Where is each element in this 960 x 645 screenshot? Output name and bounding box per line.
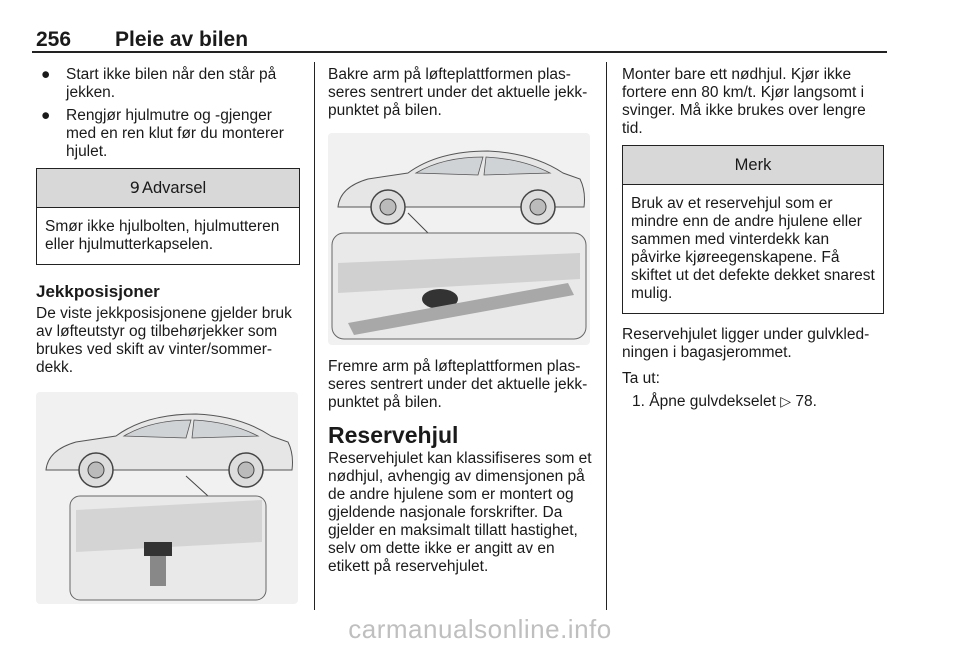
section-text: De viste jekkposisjonene gjelder bruk av løfteutstyr og tilbehørjekker som brukes ved skift av vinter/sommer-dekk. xyxy=(36,305,292,376)
bullet-icon: ● xyxy=(41,66,51,83)
steps-intro: Ta ut: xyxy=(622,370,660,387)
location-text: Reservehjulet ligger under gulvkled-ningen i bagasjerommet. xyxy=(622,326,870,361)
note-text: Bruk av et reservehjul som er mindre enn de andre hjulene eller sammen med vinterdekk kan påvirke kjøreegenskapene. Få skiftet ut det defekte dekket snarest mulig. xyxy=(631,195,875,302)
warning-text: Smør ikke hjulbolten, hjulmutteren eller hjulmutterkapselen. xyxy=(45,218,280,253)
warning-header xyxy=(37,169,299,208)
step-text: Åpne gulvdekselet xyxy=(649,393,776,410)
column-divider xyxy=(314,62,315,610)
list-item xyxy=(622,392,884,411)
page-number: 256 xyxy=(36,28,72,51)
list-item-text: Rengjør hjulmutre og -gjenger med en ren klut før du monterer hjulet. xyxy=(66,107,284,160)
column-divider xyxy=(606,62,607,610)
warning-box xyxy=(36,168,300,265)
step-number: 1. xyxy=(632,393,645,410)
note-header: Merk xyxy=(623,146,883,185)
intro-text: Monter bare ett nødhjul. Kjør ikke fortere enn 80 km/t. Kjør langsomt i svinger. Må ikke brukes over lengre tid. xyxy=(622,66,866,137)
section-heading: Jekkposisjoner xyxy=(36,282,160,301)
car-lift-front-illustration xyxy=(328,133,590,345)
page-title: Pleie av bilen xyxy=(115,28,249,51)
list-item xyxy=(36,66,300,102)
note-box xyxy=(622,145,884,314)
warning-triangle-icon: 9 xyxy=(129,178,140,197)
watermark: carmanualsonline.info xyxy=(348,614,612,644)
page-reference: 78. xyxy=(795,393,817,410)
warning-title: Advarsel xyxy=(141,179,207,197)
rear-arm-text: Bakre arm på løfteplattformen plas-seres sentrert under det aktuelle jekk-punktet på bilen. xyxy=(328,66,588,119)
section-heading: Reservehjul xyxy=(328,422,459,448)
column-2 xyxy=(328,66,592,576)
header-divider xyxy=(32,51,887,53)
page-reference-arrow-icon: ▷ xyxy=(780,393,792,409)
list-item-text: Start ikke bilen når den står på jekken. xyxy=(66,66,277,101)
car-lift-rear-illustration xyxy=(36,392,298,604)
list-item xyxy=(36,107,300,161)
reserve-text: Reservehjulet kan klassifiseres som et nødhjul, avhengig av dimensjonen på de andre hjulene som er montert og gjeldende nasjonale forskrifter. Da gjelder en maksimalt tillatt hastighet, selv om dette ikke er angitt av en etikett på reservehjulet. xyxy=(328,450,592,575)
front-arm-text: Fremre arm på løfteplattformen plas-seres sentrert under det aktuelle jekk-punktet på bilen. xyxy=(328,358,588,411)
column-3 xyxy=(622,66,884,411)
bullet-icon: ● xyxy=(41,107,51,124)
column-1 xyxy=(36,66,300,604)
